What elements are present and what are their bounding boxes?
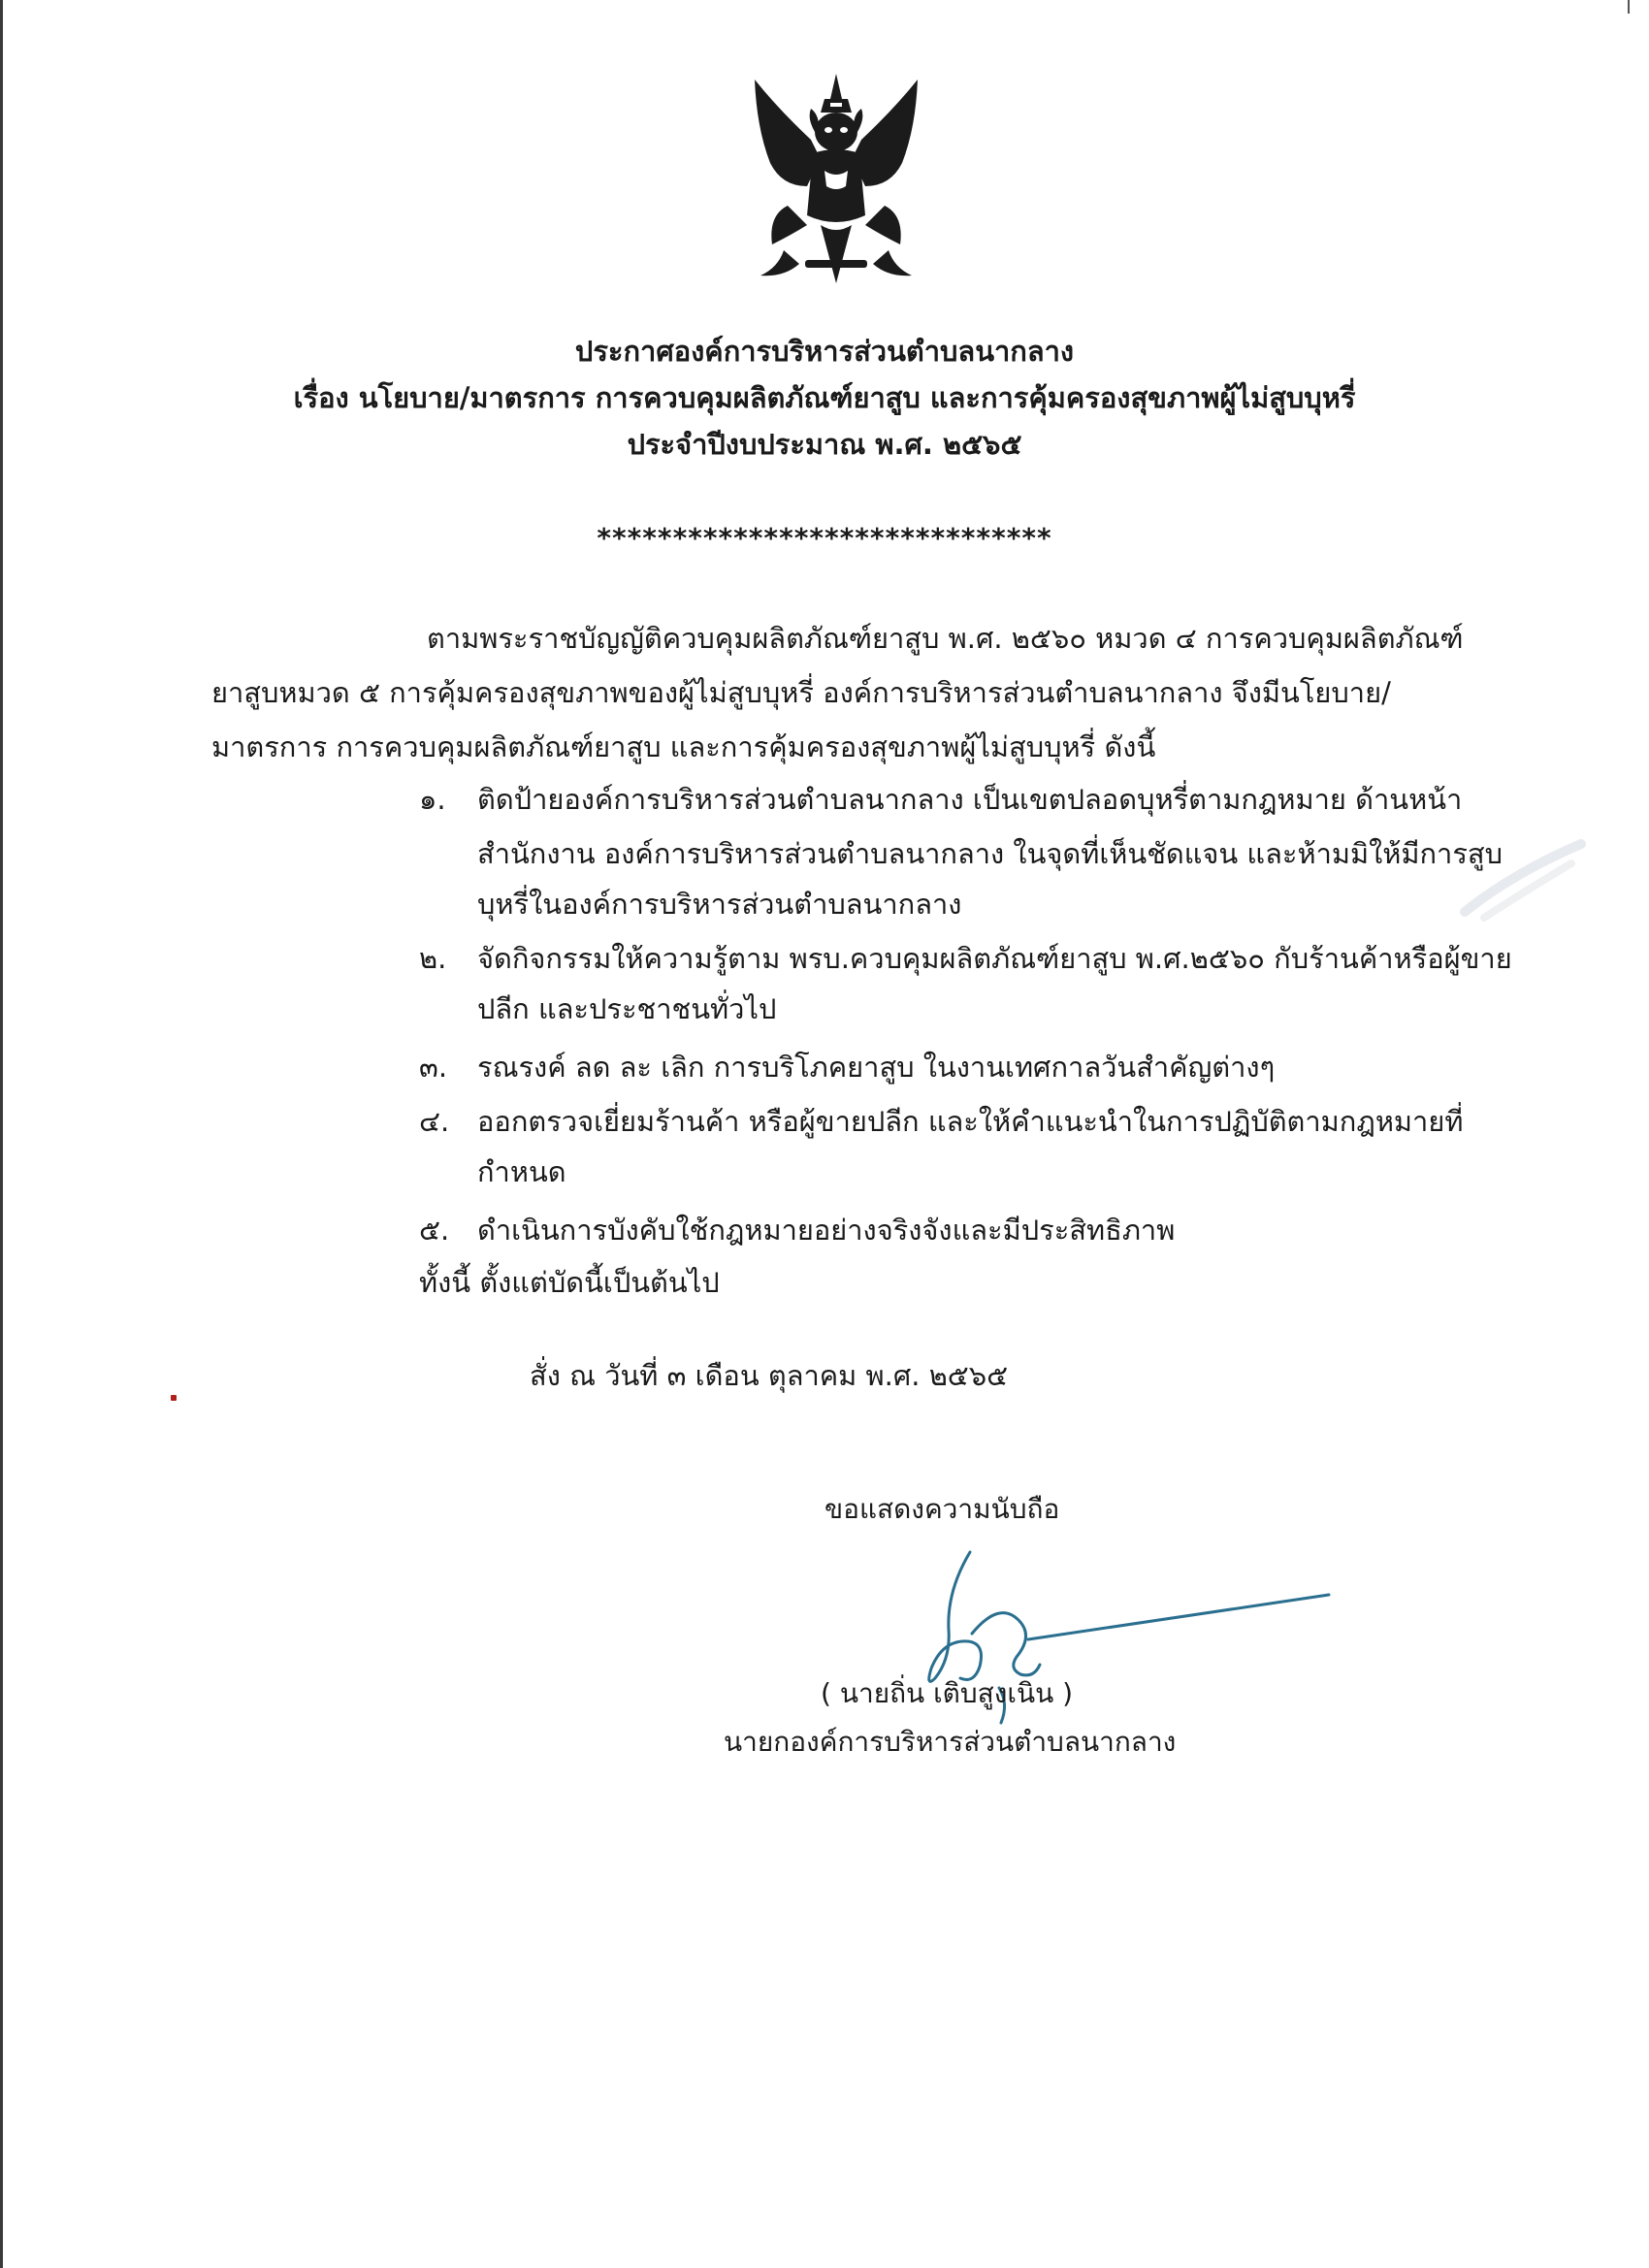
item-5-number: ๕. [419,1214,450,1247]
announcement-title: ประกาศองค์การบริหารส่วนตำบลนากลาง [574,335,1075,368]
item-3-number: ๓. [419,1051,448,1084]
item-1-line-1: ติดป้ายองค์การบริหารส่วนตำบลนากลาง เป็นเขตปลอดบุหรี่ตามกฎหมาย ด้านหน้า [477,783,1463,816]
intro-line-2: ยาสูบหมวด ๕ การคุ้มครองสุขภาพของผู้ไม่สูบบุหรี่ องค์การบริหารส่วนตำบลนากลาง จึงมีนโยบาย/ [211,676,1391,709]
closing-statement: ทั้งนี้ ตั้งแต่บัดนี้เป็นต้นไป [419,1266,720,1299]
signatory-name: ( นายถิ่น เติบสูงเนิน ) [821,1677,1074,1709]
intro-line-1: ตามพระราชบัญญัติควบคุมผลิตภัณฑ์ยาสูบ พ.ศ. ๒๕๖๐ หมวด ๔ การควบคุมผลิตภัณฑ์ [427,622,1464,655]
scan-smudge [1455,834,1591,922]
item-2-line-1: จัดกิจกรรมให้ความรู้ตาม พรบ.ควบคุมผลิตภัณฑ์ยาสูบ พ.ศ.๒๕๖๐ กับร้านค้าหรือผู้ขาย [477,942,1512,975]
item-4-line-2: กำหนด [477,1155,566,1188]
scan-mark [171,1395,177,1401]
issue-date: สั่ง ณ วันที่ ๓ เดือน ตุลาคม พ.ศ. ๒๕๖๕ [530,1359,1009,1392]
announcement-subject: เรื่อง นโยบาย/มาตรการ การควบคุมผลิตภัณฑ์ยาสูบ และการคุ้มครองสุขภาพผู้ไม่สูบบุหรี่ [293,381,1356,414]
item-2-line-2: ปลีก และประชาชนทั่วไป [477,992,777,1025]
scan-edge [0,0,3,2268]
item-4-number: ๔. [419,1105,450,1138]
intro-line-3: มาตรการ การควบคุมผลิตภัณฑ์ยาสูบ และการคุ้มครองสุขภาพผู้ไม่สูบบุหรี่ ดังนี้ [211,730,1156,763]
separator: ****************************** [597,522,1052,554]
item-2-number: ๒. [419,942,447,975]
item-3-line-1: รณรงค์ ลด ละ เลิก การบริโภคยาสูบ ในงานเทศกาลวันสำคัญต่างๆ [477,1051,1276,1084]
item-1-number: ๑. [419,783,446,816]
scan-edge-mark [1628,0,1630,14]
item-1-line-2: สำนักงาน องค์การบริหารส่วนตำบลนากลาง ในจุดที่เห็นชัดแจน และห้ามมิให้มีการสูบ [477,837,1504,870]
regards-text: ขอแสดงความนับถือ [824,1493,1060,1525]
signatory-position: นายกองค์การบริหารส่วนตำบลนากลาง [724,1726,1177,1758]
fiscal-year: ประจำปีงบประมาณ พ.ศ. ๒๕๖๕ [627,428,1022,461]
item-4-line-1: ออกตรวจเยี่ยมร้านค้า หรือผู้ขายปลีก และให้คำแนะนำในการปฏิบัติตามกฎหมายที่ [477,1105,1464,1138]
garuda-emblem-icon [749,70,923,303]
item-1-line-3: บุหรี่ในองค์การบริหารส่วนตำบลนากลาง [477,888,962,921]
item-5-line-1: ดำเนินการบังคับใช้กฎหมายอย่างจริงจังและมีประสิทธิภาพ [477,1214,1176,1247]
